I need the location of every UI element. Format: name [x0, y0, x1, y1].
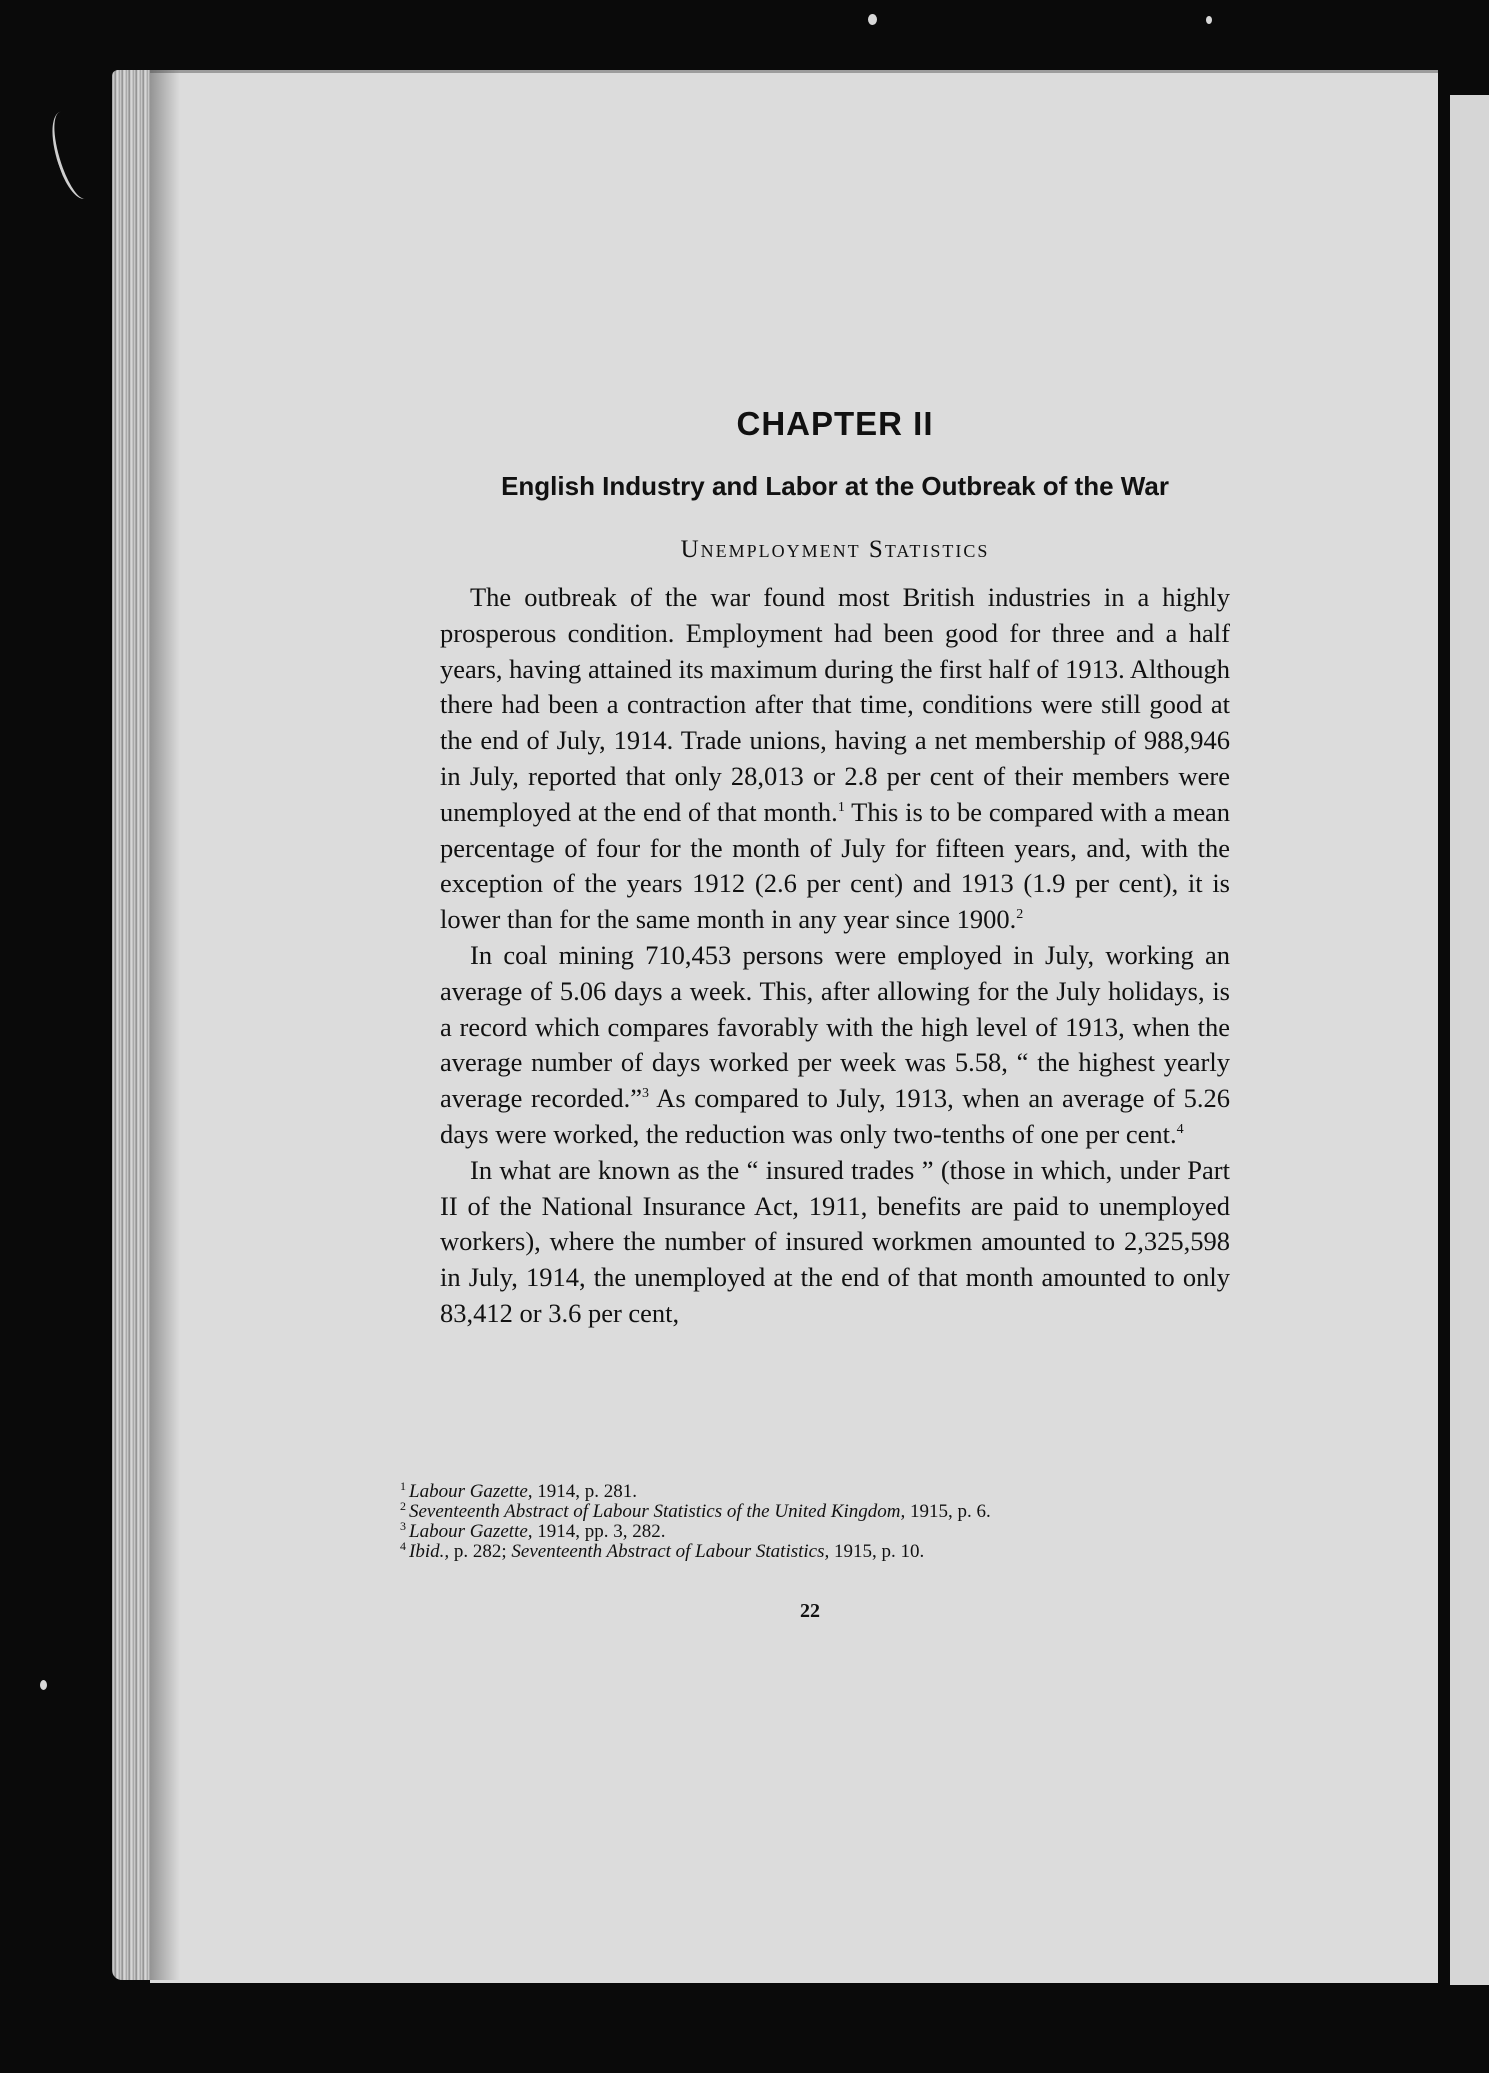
- footnote-detail: 1914, pp. 3, 282.: [532, 1521, 666, 1542]
- footnote-ref: 1: [837, 799, 845, 815]
- footnote: [400, 1498, 1230, 1522]
- footnote-ref: 3: [642, 1086, 650, 1102]
- paragraph: [440, 938, 1230, 1153]
- chapter-number: CHAPTER II: [736, 405, 934, 442]
- page-body: [440, 395, 1230, 1332]
- page-curl-mark: [42, 107, 104, 203]
- paragraph-text: In what are known as the “ insured trades ” (those in which, under Part II of the National Insurance Act, 1911, benefits are paid to unemployed workers), where the number of insured workmen amounted to 2,325,598 in July, 1914, the unemployed at the end of that month amounted to only 83,412 or 3.6 per cent,: [440, 1154, 1230, 1328]
- paragraph: [440, 580, 1230, 938]
- footnote-detail: 1915, p. 10.: [829, 1541, 925, 1562]
- footnote-source: Seventeenth Abstract of Labour Statistics of the United Kingdom,: [409, 1501, 906, 1522]
- footnote-ref: 4: [1176, 1122, 1184, 1138]
- paragraph-text: This is to be compared with a mean percentage of four for the month of July for fifteen years, and, with the exception of the years 1912 (2.6 per cent) and 1913 (1.9 per cent), it is lower than for the same month in any year since 1900.: [440, 796, 1230, 935]
- page-number: 22: [800, 1600, 820, 1622]
- footnote-source: Labour Gazette,: [409, 1521, 533, 1542]
- paragraph-text: In coal mining 710,453 persons were employed in July, working an average of 5.06 days a week. This, after allowing for the July holidays, is a record which compares favorably with the high level of 1913, when the average number of days worked per week was 5.58, “ the highest yearly average recorded.”: [440, 939, 1230, 1114]
- footnote-number: 1: [400, 1478, 406, 1493]
- chapter-title: English Industry and Labor at the Outbreak of the War: [501, 471, 1169, 501]
- footnote-number: 4: [400, 1538, 406, 1553]
- footnote-detail: 1915, p. 6.: [905, 1501, 991, 1522]
- footnote-source: Labour Gazette,: [409, 1481, 533, 1502]
- paragraph: [440, 1153, 1230, 1332]
- footnote-number: 3: [400, 1518, 406, 1533]
- footnote: [400, 1518, 1230, 1542]
- footnote-detail: p. 282;: [449, 1541, 512, 1562]
- footnote-source: Seventeenth Abstract of Labour Statistics,: [511, 1541, 830, 1562]
- footnote-number: 2: [400, 1498, 406, 1513]
- paragraph-text: As compared to July, 1913, when an average of 5.26 days were worked, the reduction was only two-tenths of one per cent.: [440, 1083, 1230, 1149]
- section-heading: Unemployment Statistics: [680, 536, 990, 563]
- paragraph-text: The outbreak of the war found most British industries in a highly prosperous condition. Employment had been good for three and a half years, having attained its maximum during the first half of 1913. Although there had been a contraction after that time, conditions were still good at the end of July, 1914. Trade unions, having a net membership of 988,946 in July, reported that only 28,013 or 2.8 per cent of their members were unemployed at the end of that month.: [440, 582, 1230, 827]
- gutter-shadow: [150, 70, 180, 1980]
- scan-speck: [868, 14, 877, 25]
- footnote: [400, 1478, 1230, 1502]
- facing-page-edge: [1450, 95, 1489, 1985]
- scan-speck: [1206, 16, 1212, 24]
- footnote-ref: 2: [1016, 907, 1024, 923]
- footnote-source: Ibid.,: [409, 1541, 450, 1562]
- footnotes: [400, 1478, 1230, 1562]
- scan-speck: [40, 1680, 47, 1690]
- footnote-detail: 1914, p. 281.: [532, 1481, 637, 1502]
- footnote: [400, 1538, 1230, 1562]
